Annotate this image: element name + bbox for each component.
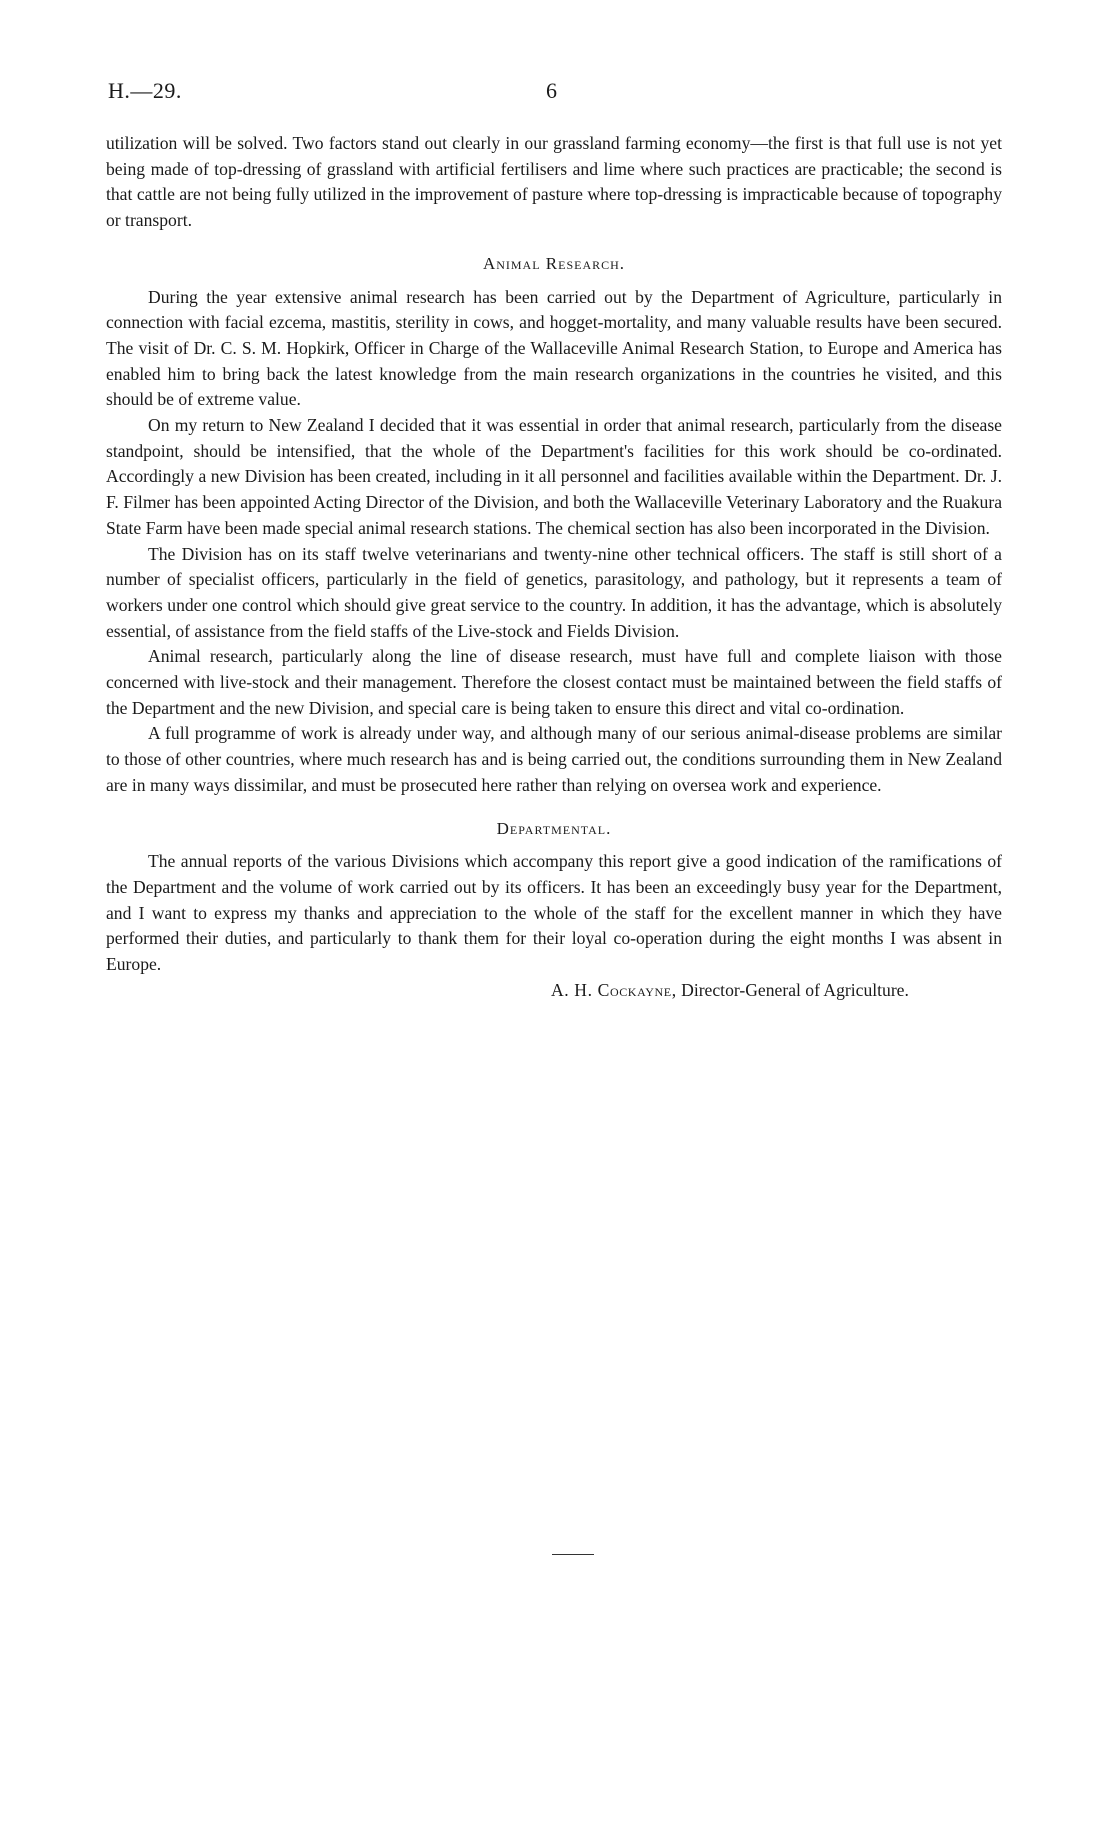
section-heading-departmental: Departmental.: [496, 818, 612, 838]
signature-line: [106, 978, 1002, 1004]
end-rule: [552, 1554, 594, 1555]
animal-research-paragraph-4: Animal research, particularly along the line of disease research, must have full and complete liaison with those concerned with live-stock and their management. Therefore the closest contact must be maintained between the field staffs of the Department and the new Division, and special care is being taken to ensure this direct and vital co-ordination.: [106, 646, 1002, 718]
animal-research-paragraph-5: A full programme of work is already under way, and although many of our serious animal-disease problems are similar to those of other countries, where much research has and is being carried out, the conditions surrounding them in New Zealand are in many ways dissimilar, and must be prosecuted here rather than relying on oversea work and experience.: [106, 723, 1002, 795]
animal-research-paragraph-2: On my return to New Zealand I decided that it was essential in order that animal research, particularly from the disease standpoint, should be intensified, that the whole of the Department's facilities for this work should be co-ordinated. Accordingly a new Division has been created, including in it all personnel and facilities available within the Department. Dr. J. F. Filmer has been appointed Acting Director of the Division, and both the Wallaceville Veterinary Laboratory and the Ruakura State Farm have been made special animal research stations. The chemical section has also been incorporated in the Division.: [106, 415, 1002, 538]
animal-research-paragraph-3: The Division has on its staff twelve veterinarians and twenty-nine other technical officers. The staff is still short of a number of specialist officers, particularly in the field of genetics, parasitology, and pathology, but it represents a team of workers under one control which should give great service to the country. In addition, it has the advantage, which is absolutely essential, of assistance from the field staffs of the Live-stock and Fields Division.: [106, 543, 1002, 641]
page-number: 6: [546, 78, 557, 103]
departmental-paragraph-1: The annual reports of the various Divisions which accompany this report give a good indication of the ramifications of the Department and the volume of work carried out by its officers. It has been an exceedingly busy year for the Department, and I want to express my thanks and appreciation to the whole of the staff for the excellent manner in which they have performed their duties, and particularly to thank them for their loyal co-operation during the eight months I was absent in Europe.: [106, 851, 1002, 975]
animal-research-paragraph-1: During the year extensive animal research has been carried out by the Department of Agriculture, particularly in connection with facial ezcema, mastitis, sterility in cows, and hogget-mortality, and many valuable results have been secured. The visit of Dr. C. S. M. Hopkirk, Officer in Charge of the Wallaceville Animal Research Station, to Europe and America has enabled him to bring back the latest knowledge from the main research organizations in the countries he visited, and this should be of extreme value.: [106, 286, 1002, 410]
document-reference: H.—29.: [108, 78, 182, 103]
body-text: [106, 131, 1002, 1004]
section-heading-animal-research: Animal Research.: [482, 253, 626, 273]
intro-paragraph: utilization will be solved. Two factors stand out clearly in our grassland farming economy—the first is that full use is not yet being made of top-dressing of grassland with artificial fertilisers and lime where such practices are practicable; the second is that cattle are not being fully utilized in the improvement of pasture where top-dressing is impracticable because of topography or transport.: [106, 133, 1002, 231]
signature-name: A. H. Cockayne,: [551, 979, 677, 1000]
signature-title: Director-General of Agriculture.: [681, 979, 909, 1000]
